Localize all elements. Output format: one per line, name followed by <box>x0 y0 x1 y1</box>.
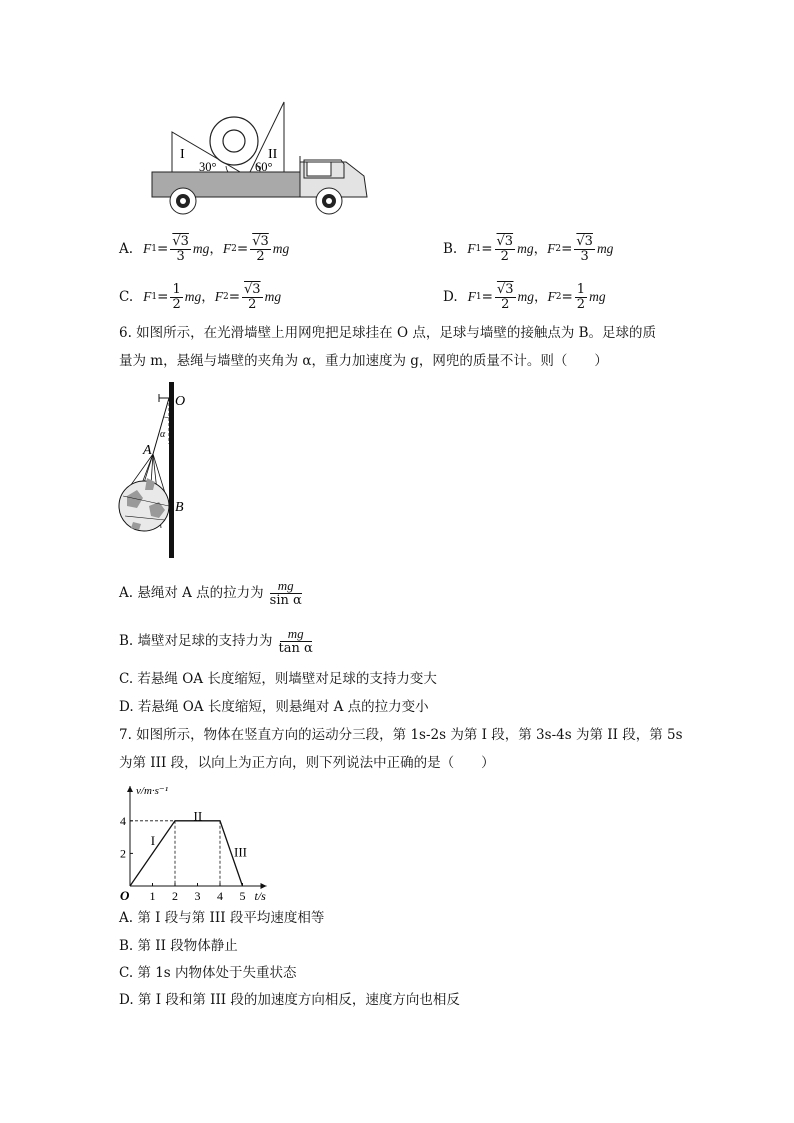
y-tick-label: 4 <box>120 813 126 828</box>
x-tick-label: 2 <box>172 889 178 903</box>
option-letter: C. <box>119 289 134 305</box>
fraction: $\frac{√3}{2}$ <box>252 233 269 264</box>
option-letter: A. <box>119 241 134 257</box>
q7-option-d: D. 第 I 段和第 III 段的加速度方向相反，速度方向也相反 <box>119 992 460 1008</box>
fraction: $\frac{1}{2}$ <box>576 281 586 312</box>
q6-option-c: C. 若悬绳 OA 长度缩短，则墙壁对足球的支持力变大 <box>119 671 437 687</box>
segment-label: I <box>150 832 156 848</box>
truck-figure <box>148 98 373 218</box>
q7-option-a: A. 第 I 段与第 III 段平均速度相等 <box>119 910 325 926</box>
fraction: $\frac{1}{2}$ <box>172 281 181 312</box>
x-tick-label: 5 <box>239 889 246 903</box>
velocity-time-chart <box>114 780 284 906</box>
q7-stem-line1: 7. 如图所示，物体在竖直方向的运动分三段，第 1s-2s 为第 I 段，第 3s-4s 为第 II 段，第 5s <box>119 727 683 743</box>
fraction: $\frac{√3}{2}$ <box>496 281 514 312</box>
fraction: $\frac{√3}{3}$ <box>576 233 593 264</box>
y-tick-label: 2 <box>120 846 126 861</box>
q6-stem-line2: 量为 m，悬绳与墙壁的夹角为 α，重力加速度为 g，网兜的质量不计。则（ ） <box>119 353 608 369</box>
q5-option-d: D. F 1 = $\frac{√3}{2}$ mg ， F 2 = $\frac{1}{2}$ mg <box>443 281 606 312</box>
q5-option-c: C. F 1 = $\frac{1}{2}$ mg ， F 2 = $\frac{√3}{2}$ mg <box>119 281 282 312</box>
q7-option-c: C. 第 1s 内物体处于失重状态 <box>119 965 297 981</box>
q5-option-b: B. F 1 = $\frac{√3}{2}$ mg ， F 2 = $\frac{√3}{3}$ mg <box>443 233 614 264</box>
fraction: $\frac{√3}{2}$ <box>496 233 514 264</box>
point-label-A: A <box>143 443 152 458</box>
fraction: $\frac{√3}{3}$ <box>172 233 189 264</box>
x-tick-label: O <box>120 888 130 903</box>
wedge-label-II: II <box>268 147 278 162</box>
fraction: $\frac{mg}{\text{sin α}}$ <box>269 577 302 608</box>
q7-option-b: B. 第 II 段物体静止 <box>119 938 238 954</box>
x-tick-label: 3 <box>194 889 201 903</box>
q6-option-a: A. 悬绳对 A 点的拉力为 $\frac{mg}{\text{sin α}}$ <box>119 577 302 608</box>
x-tick-label: 1 <box>149 889 156 903</box>
q6-option-b: B. 墙壁对足球的支持力为 $\frac{mg}{\text{tan α}}$ <box>119 625 313 656</box>
angle-label-60: 60° <box>255 160 273 174</box>
y-axis-label: v/m·s⁻¹ <box>136 785 169 797</box>
q6-stem-line1: 6. 如图所示，在光滑墙壁上用网兜把足球挂在 O 点，足球与墙壁的接触点为 B。足球的质 <box>119 325 657 341</box>
football-wall-figure <box>115 378 195 560</box>
q7-stem-line2: 为第 III 段，以向上为正方向，则下列说法中正确的是（ ） <box>119 755 495 771</box>
option-letter: D. <box>443 289 458 305</box>
segment-label: II <box>193 808 203 824</box>
fraction: $\frac{√3}{2}$ <box>244 281 261 312</box>
segment-label: III <box>234 844 247 860</box>
velocity-line <box>130 821 243 886</box>
point-label-O: O <box>175 394 186 409</box>
q5-option-a: A. F 1 = $\frac{√3}{3}$ mg ， F 2 = $\frac{√3}{2}$ mg <box>119 233 290 264</box>
angle-label-alpha: α <box>160 429 166 440</box>
fraction: $\frac{mg}{\text{tan α}}$ <box>278 625 313 656</box>
angle-label-30: 30° <box>199 160 217 174</box>
option-letter: B. <box>443 241 458 257</box>
wedge-label-I: I <box>180 147 185 162</box>
point-label-B: B <box>175 500 184 515</box>
q6-option-d: D. 若悬绳 OA 长度缩短，则悬绳对 A 点的拉力变小 <box>119 699 429 715</box>
y-axis-arrow <box>127 786 133 792</box>
x-axis-label: t/s <box>254 889 266 903</box>
x-tick-label: 4 <box>217 889 223 903</box>
